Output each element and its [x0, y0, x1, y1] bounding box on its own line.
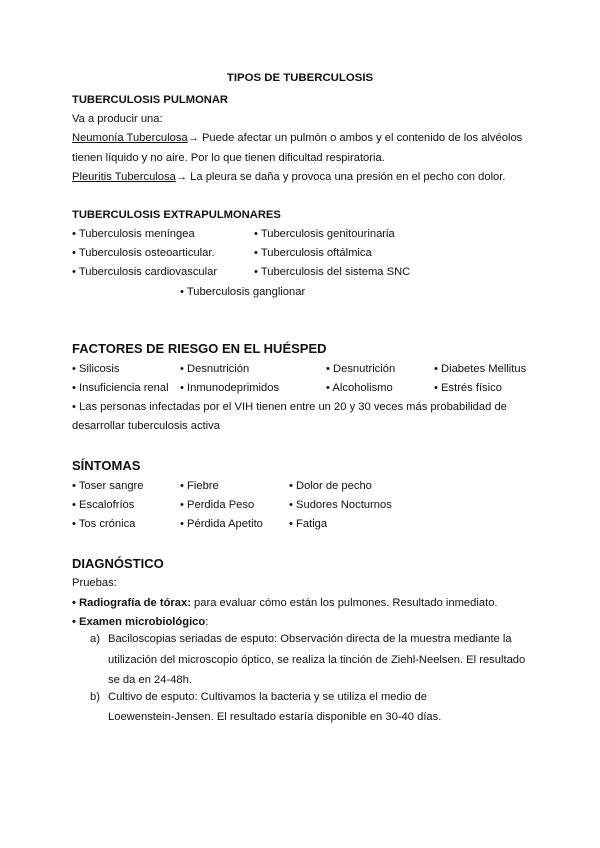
list-item: • Estrés físico — [434, 382, 502, 394]
list-item: • Inmunodeprimidos — [180, 382, 280, 394]
microbiologico-line — [72, 615, 208, 629]
radiografia-bullet: • — [72, 597, 80, 609]
list-item: • Pérdida Apetito — [180, 518, 263, 530]
section-heading-pulmonar: TUBERCULOSIS PULMONAR — [72, 94, 229, 106]
vih-line-2: desarrollar tuberculosis activa — [72, 420, 220, 432]
cultivo-line-2: Loewenstein-Jensen. El resultado estaría disponible en 30-40 días. — [108, 711, 442, 723]
list-item: • Tuberculosis oftálmica — [254, 247, 372, 259]
list-item: • Tos crónica — [72, 518, 136, 530]
list-item: • Fatiga — [289, 518, 328, 530]
microbiologico-colon: : — [205, 616, 209, 628]
list-item: • Silicosis — [72, 363, 120, 375]
baciloscopias-line-2: utilización del microscopio óptico, se realiza la tinción de Ziehl-Neelsen. El resultado — [108, 654, 526, 666]
pulmonar-intro: Va a producir una: — [72, 113, 163, 125]
neumonia-term: Neumonía Tuberculosa — [72, 132, 188, 144]
section-heading-diagnostico: DIAGNÓSTICO — [72, 556, 164, 571]
list-item: • Sudores Nocturnos — [289, 499, 392, 511]
microbiologico-bullet: • — [72, 616, 80, 628]
list-item: • Tuberculosis del sistema SNC — [254, 266, 411, 278]
radiografia-line — [72, 596, 498, 610]
baciloscopias-line-3: se da en 24-48h. — [108, 674, 192, 686]
section-heading-factores: FACTORES DE RIESGO EN EL HUÉSPED — [72, 341, 327, 356]
list-item: • Perdida Peso — [180, 499, 255, 511]
document-title: TIPOS DE TUBERCULOSIS — [226, 72, 374, 84]
neumonia-line — [72, 131, 522, 145]
cultivo-line-1: Cultivo de esputo: Cultivamos la bacteria y se utiliza el medio de — [108, 691, 428, 703]
list-item: • Toser sangre — [72, 480, 144, 492]
pleuritis-text: → La pleura se daña y provoca una presión en el pecho con dolor. — [175, 171, 506, 183]
vih-line-1: • Las personas infectadas por el VIH tienen entre un 20 y 30 veces más probabilidad de — [72, 401, 507, 413]
list-item: • Desnutrición — [326, 363, 396, 375]
list-marker-a: a) — [90, 633, 100, 645]
neumonia-line-2: tienen líquido y no aire. Por lo que tienen dificultad respiratoria. — [72, 152, 385, 164]
baciloscopias-line-1: Baciloscopias seriadas de esputo: Observación directa de la muestra mediante la — [108, 633, 512, 645]
list-marker-b: b) — [90, 691, 100, 703]
list-item: • Tuberculosis meníngea — [72, 228, 195, 240]
list-item: • Tuberculosis osteoarticular. — [72, 247, 215, 259]
list-item: • Fiebre — [180, 480, 219, 492]
list-item: • Dolor de pecho — [289, 480, 372, 492]
radiografia-text: para evaluar cómo están los pulmones. Resultado inmediato. — [190, 597, 498, 609]
list-item: • Escalofríos — [72, 499, 135, 511]
pleuritis-term: Pleuritis Tuberculosa — [72, 171, 176, 183]
neumonia-text: → Puede afectar un pulmón o ambos y el contenido de los alvéolos — [187, 132, 523, 144]
list-item: • Diabetes Mellitus — [434, 363, 527, 375]
section-heading-extrapulmonar: TUBERCULOSIS EXTRAPULMONARES — [72, 209, 281, 221]
list-item: • Desnutrición — [180, 363, 250, 375]
list-item: • Insuficiencia renal — [72, 382, 169, 394]
list-item: • Tuberculosis ganglionar — [180, 286, 306, 298]
section-heading-sintomas: SÍNTOMAS — [72, 458, 141, 473]
pruebas-label: Pruebas: — [72, 577, 117, 589]
list-item: • Alcoholismo — [326, 382, 393, 394]
pleuritis-line — [72, 170, 506, 184]
radiografia-term: Radiografía de tórax: — [79, 597, 191, 609]
list-item: • Tuberculosis genitourinaria — [254, 228, 395, 240]
microbiologico-term: Examen microbiológico — [79, 616, 206, 628]
list-item: • Tuberculosis cardiovascular — [72, 266, 218, 278]
